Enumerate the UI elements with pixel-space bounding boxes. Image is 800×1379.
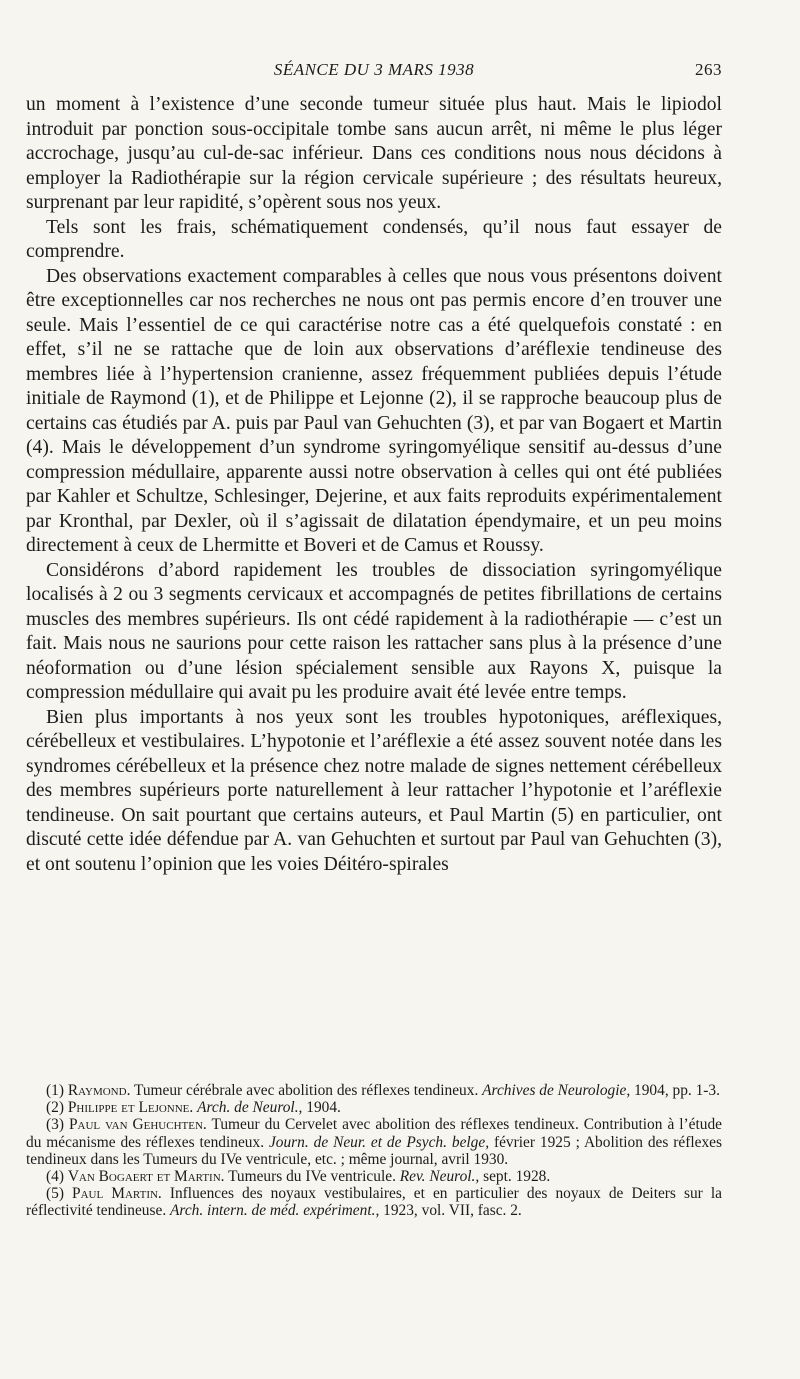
paragraph: Bien plus importants à nos yeux sont les troubles hypotoniques, aréflexiques, cérébelleux et vestibulaires. L’hypotonie et l’aréflexie a été assez souvent notée dans les syndromes cérébelleux et la présence chez notre malade de signes nettement cérébelleux des membres supérieurs porte naturellement à leur rattacher l’hypotonie et l’aréflexie tendineuse. On sait pourtant que certains auteurs, et Paul Martin (5) en particulier, ont discuté cette idée défendue par A. van Gehuchten et surtout par Paul van Gehuchten (3), et ont soutenu l’opinion que les voies Déitéro-spirales [26, 706, 722, 875]
body-text [26, 93, 722, 877]
footnote-source: Rev. Neurol., [399, 1168, 480, 1186]
footnote-rest: sept. 1928. [479, 1168, 551, 1186]
footnote-number: (1) [46, 1082, 64, 1099]
footnote-source: Archives de Neurologie, [482, 1082, 631, 1099]
footnote-text: Tumeur cérébrale avec abolition des réflexes tendineux. [130, 1082, 483, 1099]
footnote-number: (2) [46, 1099, 64, 1117]
paragraph: Des observations exactement comparables à celles que nous vous présentons doivent être exceptionnelles car nos recherches ne nous ont pas permis encore d’en trouver une seule. Mais l’essentiel de ce qui caractérise notre cas a été quelquefois constaté : en effet, s’il ne se rattache que de loin aux observations d’aréflexie tendineuse des membres liée à l’hypertension cranienne, assez fréquemment publiées depuis l’étude initiale de Raymond (1), et de Philippe et Lejonne (2), il se rapproche beaucoup plus de certains cas étudiés par A. puis par Paul van Gehuchten (3), et par van Bogaert et Martin (4). Mais le développement d’un syndrome syringomyélique sensitif au-dessus d’une compression médullaire, apparente aussi notre observation à celles qui ont été publiées par Kahler et Schultze, Schlesinger, Dejerine, et aux faits reproduits expérimentalement par Kronthal, par Dexler, où il s’agissait de dilatation épendymaire, et un peu moins directement à ceux de Lhermitte et Boveri et de Camus et Roussy. [26, 265, 722, 556]
page-number: 263 [695, 60, 722, 79]
footnote-number: (4) [46, 1168, 64, 1186]
running-head: SÉANCE DU 3 MARS 1938 [273, 60, 475, 79]
page-header [26, 60, 722, 84]
footnote-rest: février 1925 ; Abolition des réflexes tendineux dans les Tumeurs du IVe ventricule, etc. ; même journal, avril 1930. [26, 1133, 722, 1168]
footnote-source: Arch. de Neurol., [197, 1099, 303, 1117]
footnote-author: Van Bogaert et Martin. [67, 1168, 225, 1186]
footnotes [26, 1082, 722, 1220]
footnote-rest: 1923, vol. VII, fasc. 2. [379, 1202, 522, 1220]
footnote-source: Journ. de Neur. et de Psych. belge, [268, 1133, 490, 1151]
footnote [26, 1082, 722, 1099]
footnote-number: (5) [46, 1185, 64, 1203]
footnote-text: Tumeurs du IVe ventricule. [224, 1168, 400, 1186]
footnote [26, 1185, 722, 1219]
footnote [26, 1168, 722, 1185]
footnote-author: Paul Martin. [72, 1185, 162, 1203]
footnote-author: Paul van Gehuchten. [68, 1116, 207, 1134]
paragraph: Considérons d’abord rapidement les troubles de dissociation syringomyélique localisés à 2 ou 3 segments cervicaux et accompagnés de petites fibrillations de certains muscles des membres supérieurs. Ils ont cédé rapidement à la radiothérapie — c’est un fait. Mais nous ne saurions pour cette raison les rattacher sans plus à la présence d’une néoformation ou d’une lésion spécialement sensible aux Rayons X, puisque la compression médullaire qui avait pu les produire avait été levée entre temps. [26, 559, 722, 703]
footnote-author: Raymond. [67, 1082, 131, 1099]
footnote-author: Philippe et Lejonne. [67, 1099, 194, 1117]
footnote-rest: 1904. [302, 1099, 341, 1117]
paragraph: un moment à l’existence d’une seconde tumeur située plus haut. Mais le lipiodol introduit par ponction sous-occipitale tombe sans aucun arrêt, ni même le plus léger accrochage, jusqu’au cul-de-sac inférieur. Dans ces conditions nous nous décidons à employer la Radiothérapie sur la région cervicale supérieure ; des résultats heureux, surprenant par leur rapidité, s’opèrent sous nos yeux. [26, 94, 722, 213]
footnote-rest: 1904, pp. 1-3. [630, 1082, 720, 1099]
footnote-source: Arch. intern. de méd. expériment., [170, 1202, 380, 1220]
footnote-number: (3) [46, 1116, 64, 1134]
paragraph: Tels sont les frais, schématiquement condensés, qu’il nous faut essayer de comprendre. [26, 216, 722, 262]
footnote [26, 1116, 722, 1168]
footnote [26, 1099, 722, 1116]
footnote-text: Tumeur du Cervelet avec abolition des réflexes tendineux. Contribution à l’étude du mécanisme des réflexes tendineux. [26, 1116, 722, 1151]
footnote-text: Influences des noyaux vestibulaires, et en particulier des noyaux de Deiters sur la réflectivité tendineuse. [26, 1185, 722, 1220]
